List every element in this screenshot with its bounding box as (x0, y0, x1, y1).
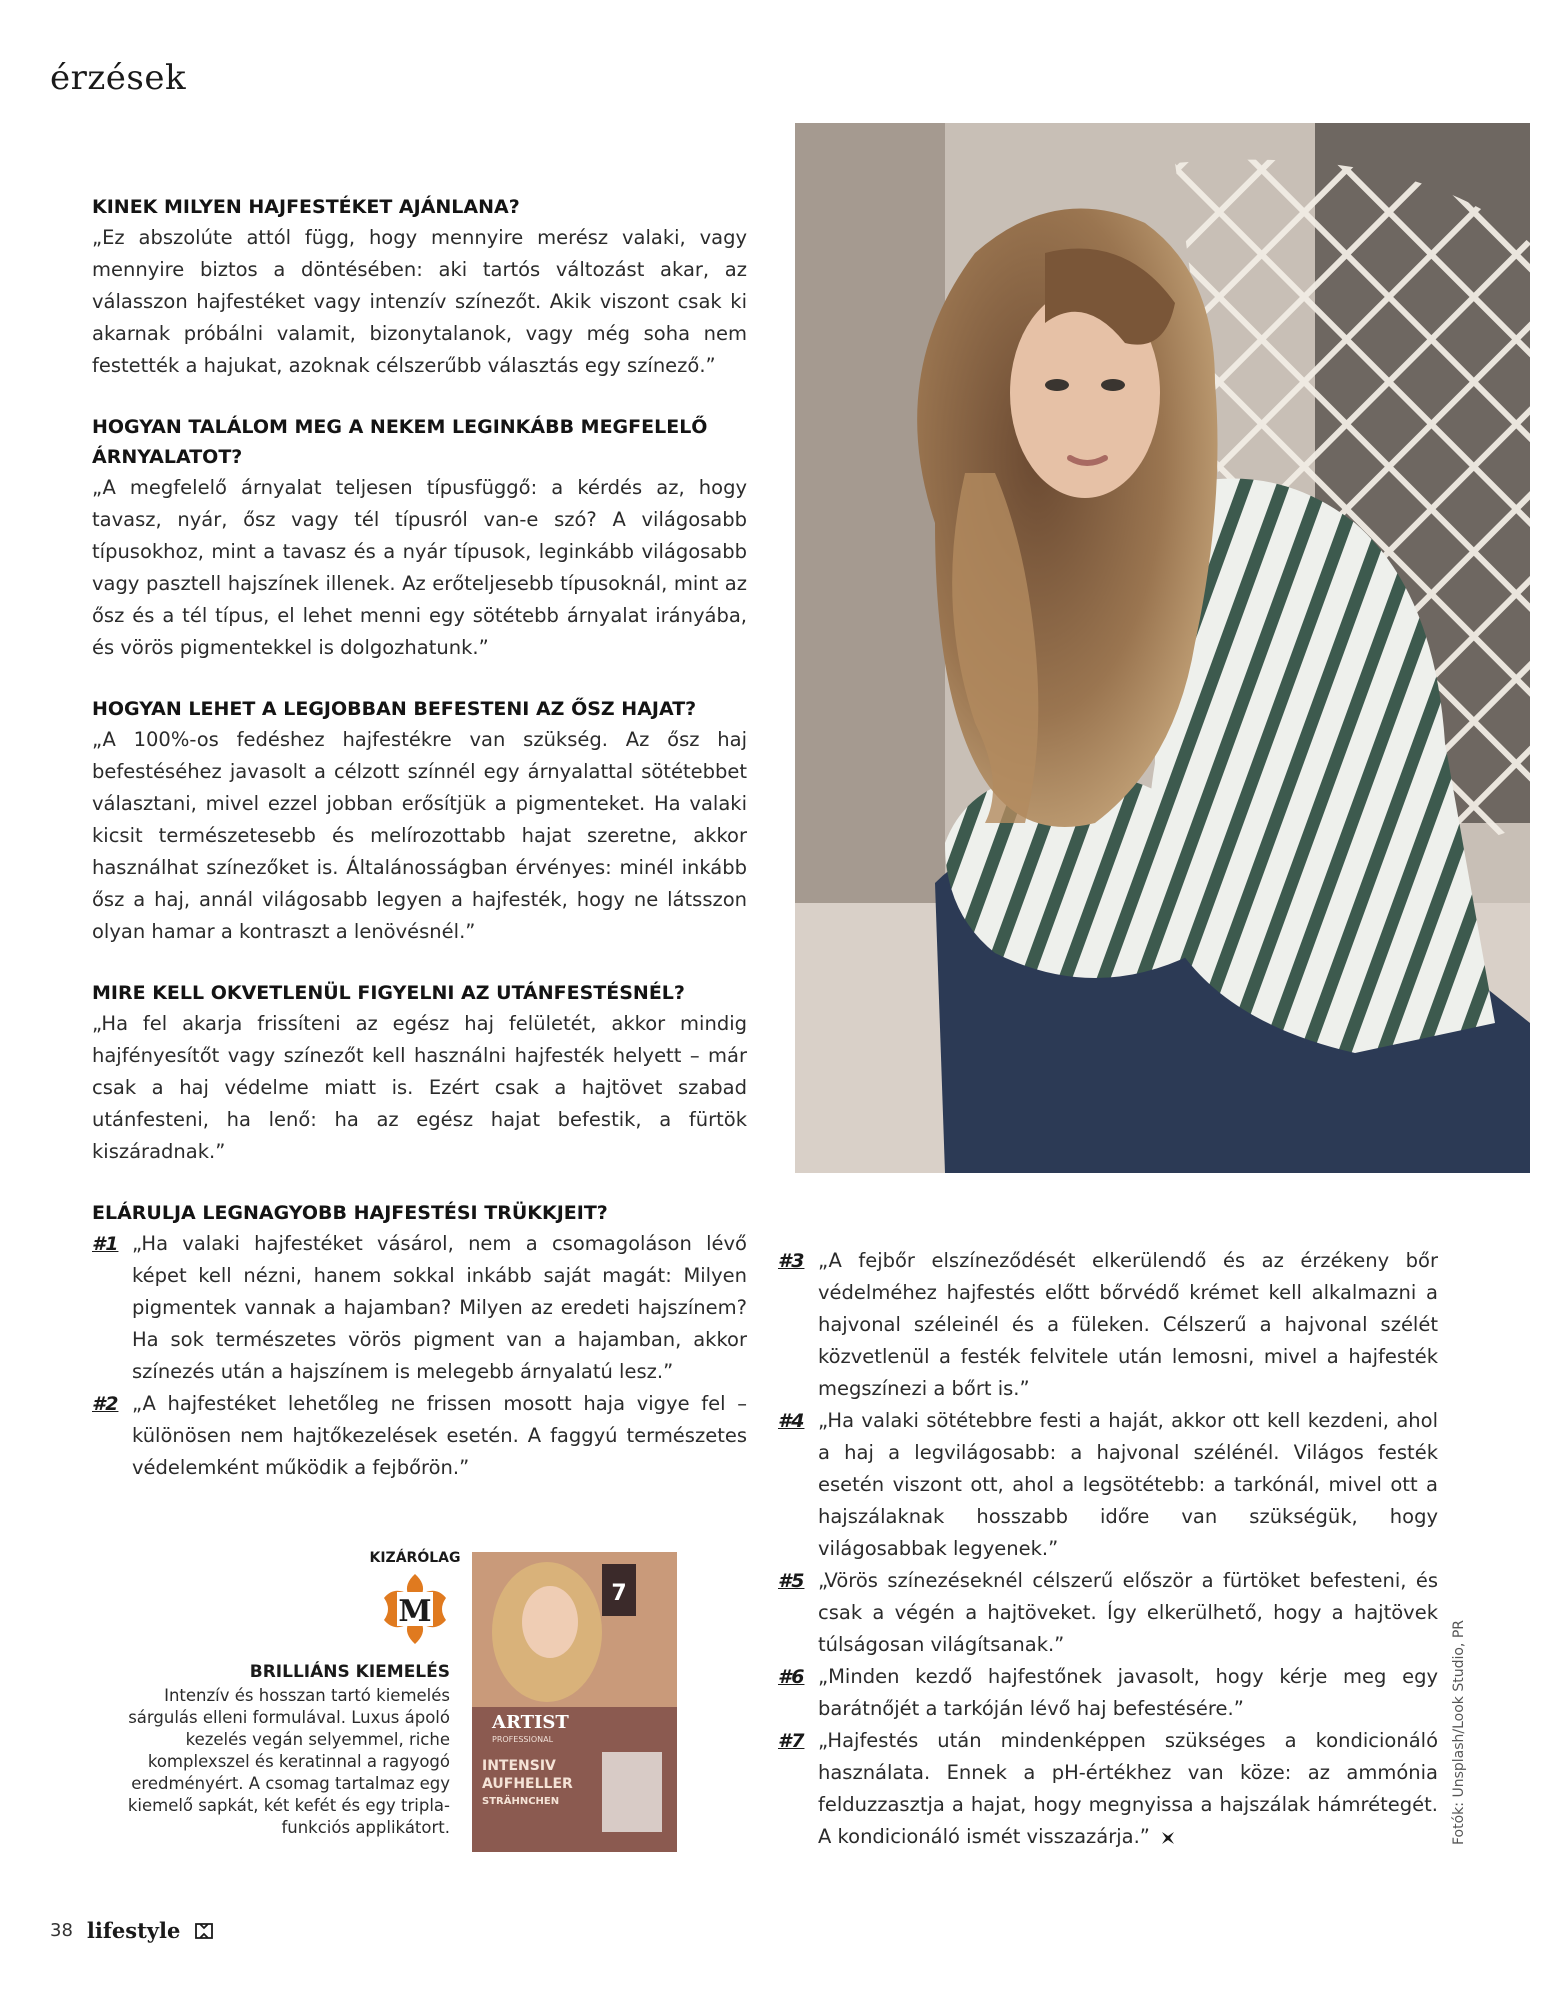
answer-text: „A 100%-os fedéshez hajfestékre van szükség. Az ősz haj befestéséhez javasolt a célzott színnél egy árnyalattal sötétebbet választani, mivel ezzel jobban erősítjük a pigmenteket. Ha valaki kicsit természetesebb és melírozottabb hajat szeretne, akkor használhat színezőket is. Általánosságban érvényes: minél inkább ősz a haj, annál világosabb legyen a hajfesték, hogy ne látsszon olyan hamar a kontraszt a lenövésnél.” (92, 728, 747, 943)
end-mark-icon (1160, 1830, 1176, 1846)
trick-text: „Vörös színezéseknél célszerű először a fürtöket befesteni, és csak a végén a hajtöveket. Így elkerülhető, hogy a hajtövek túlságosan világítsanak.” (818, 1569, 1438, 1656)
qa-block (92, 978, 747, 1168)
qa-block (92, 192, 747, 382)
product-promo (120, 1550, 680, 1860)
left-column (92, 192, 747, 1514)
trick-number: #7 (778, 1730, 805, 1752)
page-footer (50, 1918, 214, 1943)
trick-number: #1 (92, 1233, 119, 1255)
brand-logo-icon (194, 1922, 214, 1940)
box-line3: STRÄHNCHEN (482, 1796, 560, 1807)
answer-text: „Ha fel akarja frissíteni az egész haj felületét, akkor mindig hajfényesítőt vagy színezőt kell használni hajfesték helyett – már csak a haj védelme miatt is. Ezért csak a hajtövet szabad utánfesteni, ha lenő: ha az egész hajat befestik, a fürtök kiszáradnak.” (92, 1012, 747, 1163)
trick-number: #6 (778, 1666, 805, 1688)
trick-item (92, 1388, 747, 1484)
box-line2: AUFHELLER (482, 1776, 573, 1792)
trick-text: „A fejbőr elszíneződését elkerülendő és az érzékeny bőr védelméhez hajfestés előtt bőrvédő krémet kell alkalmazni a hajvonal széleinél és a füleken. Célszerű a hajvonal szélét közvetlenül a festék felvitele után lemosni, mivel a hajfesték megszínezi a bőrt is.” (818, 1249, 1438, 1400)
trick-text (818, 1725, 1438, 1853)
tricks-block (92, 1198, 747, 1484)
store-logo-letter: M (398, 1594, 432, 1629)
exclusive-label: KIZÁRÓLAG (369, 1550, 461, 1566)
right-tricks-column (778, 1245, 1438, 1853)
product-box-image (472, 1552, 677, 1852)
trick-text: „Ha valaki sötétebbre festi a haját, akkor ott kell kezdeni, ahol a haj a legvilágosabb: a hajvonal szélénél. Világos festék esetén viszont ott, ahol a legsötétebb: a tarkónál, mivel ott a hajszálaknak hosszabb időre van szükségük, hogy világosabbak legyenek.” (818, 1409, 1438, 1560)
question-heading: HOGYAN TALÁLOM MEG A NEKEM LEGINKÁBB MEGFELELŐ ÁRNYALATOT? (92, 416, 708, 468)
photo-credit: Fotók: Unsplash/Look Studio, PR (1451, 1619, 1467, 1845)
trick-text: „Minden kezdő hajfestőnek javasolt, hogy kérje meg egy barátnőjét a tarkóján lévő haj befestésére.” (818, 1665, 1438, 1720)
trick-number: #5 (778, 1570, 805, 1592)
box-sub: PROFESSIONAL (492, 1735, 554, 1744)
qa-block (92, 412, 747, 664)
qa-block (92, 694, 747, 948)
page-number: 38 (50, 1920, 73, 1941)
tricks-list-left (92, 1228, 747, 1484)
trick-text: „Ha valaki hajfestéket vásárol, nem a csomagoláson lévő képet kell nézni, hanem sokkal inkább saját magát: Milyen pigmentek vannak a hajamban? Milyen az eredeti hajszínem? Ha sok természetes vörös pigment van a hajamban, akkor színezés után a hajszínem is melegebb árnyalatú lesz.” (132, 1232, 747, 1383)
trick-number: #4 (778, 1410, 805, 1432)
box-number: 7 (611, 1581, 627, 1606)
answer-text: „A megfelelő árnyalat teljesen típusfüggő: a kérdés az, hogy tavasz, nyár, ősz vagy tél típusról van-e szó? A világosabb típusokhoz, mint a tavasz és a nyár típusok, leginkább világosabb vagy pasztell hajszínek illenek. Az erőteljesebb típusoknál, mint az ősz és a tél típus, el lehet menni egy sötétebb árnyalat irányába, és vörös pigmentekkel is dolgozhatunk.” (92, 476, 747, 659)
trick-item (778, 1405, 1438, 1565)
product-title: BRILLIÁNS KIEMELÉS (249, 1662, 450, 1682)
trick-item (778, 1661, 1438, 1725)
product-description: Intenzív és hosszan tartó kiemelés sárgulás elleni formulával. Luxus ápoló kezelés vegán selyemmel, riche komplexszel és keratinnal a ragyogó eredményért. A csomag tartalmaz egy kiemelő sapkát, két kefét és egy tripla-funkciós applikátort. (127, 1686, 450, 1837)
question-heading: KINEK MILYEN HAJFESTÉKET AJÁNLANA? (92, 196, 520, 218)
section-label: érzések (50, 58, 187, 98)
question-heading: MIRE KELL OKVETLENÜL FIGYELNI AZ UTÁNFESTÉSNÉL? (92, 982, 685, 1004)
trick-item (778, 1245, 1438, 1405)
trick-text-content: „Hajfestés után mindenképpen szükséges a kondicionáló használata. Ennek a pH-értékhez van köze: az ammónia felduzzasztja a hajat, hogy megnyissa a hajszálak hámrétegét. A kondicionáló ismét visszazárja.” (818, 1729, 1438, 1848)
trick-item (778, 1565, 1438, 1661)
trick-number: #3 (778, 1250, 805, 1272)
store-logo-icon (378, 1572, 452, 1646)
magazine-brand: lifestyle (86, 1918, 181, 1943)
trick-item (92, 1228, 747, 1388)
question-heading: HOGYAN LEHET A LEGJOBBAN BEFESTENI AZ ŐSZ HAJAT? (92, 698, 697, 720)
tricks-heading: ELÁRULJA LEGNAGYOBB HAJFESTÉSI TRÜKKJEIT? (92, 1202, 608, 1224)
box-line1: INTENSIV (482, 1758, 556, 1774)
portrait-illustration (795, 123, 1530, 1173)
portrait-photo (795, 123, 1530, 1173)
answer-text: „Ez abszolúte attól függ, hogy mennyire merész valaki, vagy mennyire biztos a döntésében: aki tartós változást akar, az válasszon hajfestéket vagy intenzív színezőt. Akik viszont csak ki akarnak próbálni valamit, bizonytalanok, vagy még soha nem festették a hajukat, azoknak célszerűbb választás egy színező.” (92, 226, 747, 377)
trick-item (778, 1725, 1438, 1853)
tricks-list-right (778, 1245, 1438, 1853)
trick-text: „A hajfestéket lehetőleg ne frissen mosott haja vigye fel – különösen nem hajtőkezelések esetén. A faggyú természetes védelemként működik a fejbőrön.” (132, 1392, 747, 1479)
trick-number: #2 (92, 1393, 119, 1415)
box-brand: ARTIST (492, 1712, 569, 1733)
